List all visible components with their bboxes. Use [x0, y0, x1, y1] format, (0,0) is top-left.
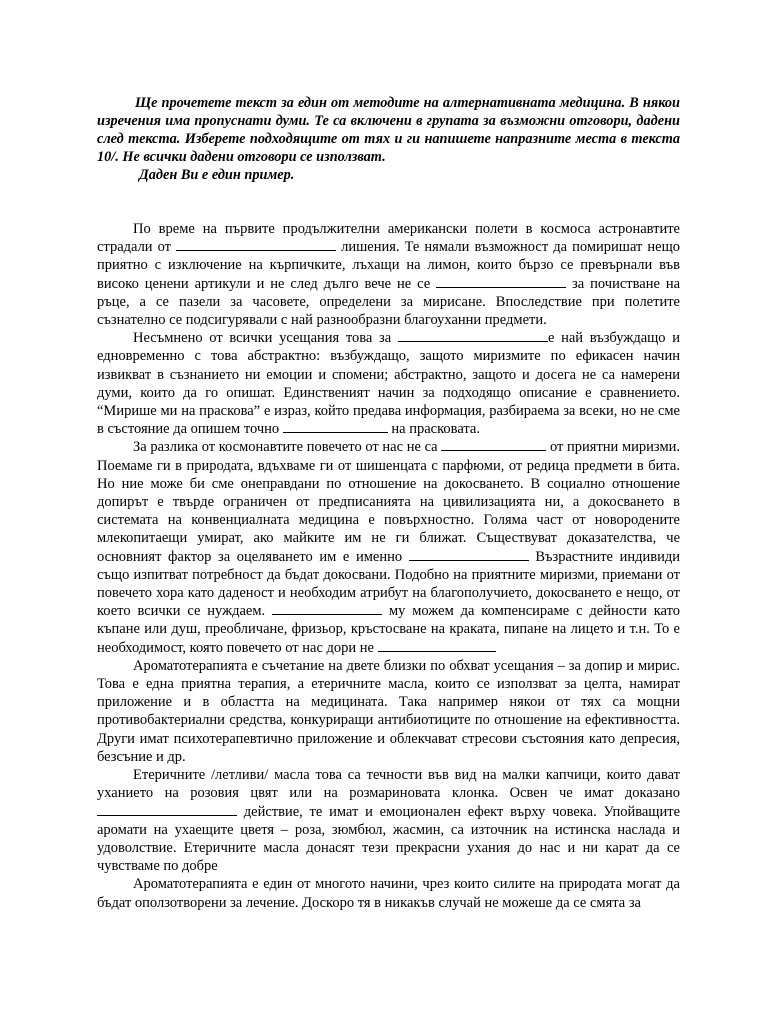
instructions-text: Ще прочетете текст за един от методите на алтернативната медицина. В някои изречения има пропуснати думи. Те са включени в групата за възможни отговори, дадени след текста. Изберете подходящите от тях и ги напишете напразните места в текста 10/. Не всички дадени отговори се използват. — [97, 95, 680, 165]
p3-part-b: от приятни миризми. Поемаме ги в природата, вдъхваме ги от шишенцата с парфюми, от редица предмети в бита. Но ние може би сме онеправдани по отношение на докосването. В социално отношение допирът е твърде ограничен от предписанията на цивилизацията ни, а докосването в системата на конвенциалната медицина е повърхностно. Голяма част от новородените млекопитаещи умират, ако майките им не ги ближат. Съществуват доказателства, че основният фактор за оцеляването им е именно — [97, 439, 681, 565]
blank-9[interactable] — [97, 803, 237, 816]
p5-part-b: действие, те имат и емоционален ефект върху човека. Упойващите аромати на ухаещите цветя – роза, зюмбюл, жасмин, са източник на истинска наслада и удоволствие. Етеричните масла донасят тези прекрасни ухания до нас и ни карат да се чувстваме по добре — [97, 803, 681, 875]
p2-part-b: е най възбуждащо и едновременно с това абстрактно: възбуждащо, защото миризмите по ефикасен начин извикват в съзнанието ни емоции и спомени; абстрактно, защото и досега не са намерени думи, които да го опишат. Единственият начин за подходящо описание е сравнението. “Мирише ми на праскова” е израз, който предава информация, разбираема за всеки, но не сме в състояние да опишем точно — [97, 330, 681, 438]
paragraph-3 — [97, 438, 680, 656]
p3-part-d: му можем да компенсираме с дейности като къпане или душ, преобличане, фризьор, кръстосване на краката, пипане на лицето и т.н. То е необходимост, която повечето от нас дори не — [97, 603, 681, 656]
p1-part-c: за почистване на ръце, а се пазели за часовете, определени за мирисане. Впоследствие при полетите съзнателно се подсигурявали с най разнообразни благоуханни предмети. — [97, 275, 681, 329]
paragraph-4: Ароматотерапията е съчетание на двете близки по обхват усещания – за допир и мирис. Това е една приятна терапия, а етеричните масла, които се използват за целта, намират приложение и в областта на медицината. Така например някои от тях са мощни противобактериални средства, конкуриращи антибиотиците по отношение на ефективността. Други имат психотерапевтично приложение и облекчават стресови състояния като депресия, безсъние и др. — [97, 657, 680, 765]
p3-part-c: Възрастните индивиди също изпитват потребност да бъдат докосвани. Подобно на приятните миризми, приемани от повечето хора като даденост и необходим атрибут на благополучието, докосването е нещо, от което всички се нуждаем. — [97, 548, 680, 620]
blank-8[interactable] — [378, 639, 496, 652]
p5-part-a: Етеричните /летливи/ масла това са течности във вид на малки капчици, които дават уханието на розовия цвят или на розмариновата клонка. Освен че имат доказано — [97, 767, 680, 802]
document-page — [97, 94, 680, 912]
paragraph-1 — [97, 220, 680, 329]
blank-4[interactable] — [283, 420, 388, 433]
p1-part-b: лишения. Те нямали възможност да помиришат нещо приятно с изключение на кърпичките, лъхащи на лимон, които бързо се превърнали във високо ценени артикули и не след дълго вече не се — [97, 239, 680, 292]
blank-1[interactable] — [176, 238, 336, 251]
paragraph-5 — [97, 766, 680, 875]
paragraph-6: Ароматотерапията е един от многото начини, чрез които силите на природата могат да бъдат оползотворени за лечение. Доскоро тя в никакъв случай не можеше да се смята за — [97, 876, 680, 911]
blank-6[interactable] — [409, 548, 529, 561]
blank-5[interactable] — [441, 438, 546, 451]
p3-part-a: За разлика от космонавтите повечето от нас не са — [133, 439, 438, 456]
p2-part-c: на прасковата. — [391, 421, 480, 438]
task-instructions — [97, 94, 680, 184]
p1-part-a: По време на първите продължителни американски полети в космоса астронавтите страдали от — [97, 221, 680, 256]
paragraph-2 — [97, 329, 680, 438]
example-note: Даден Ви е един пример. — [139, 167, 295, 183]
reading-text — [97, 220, 680, 912]
blank-7[interactable] — [272, 602, 382, 615]
blank-3[interactable] — [398, 329, 548, 342]
p2-part-a: Несъмнено от всички усещания това за — [133, 330, 392, 347]
blank-2[interactable] — [436, 275, 566, 288]
